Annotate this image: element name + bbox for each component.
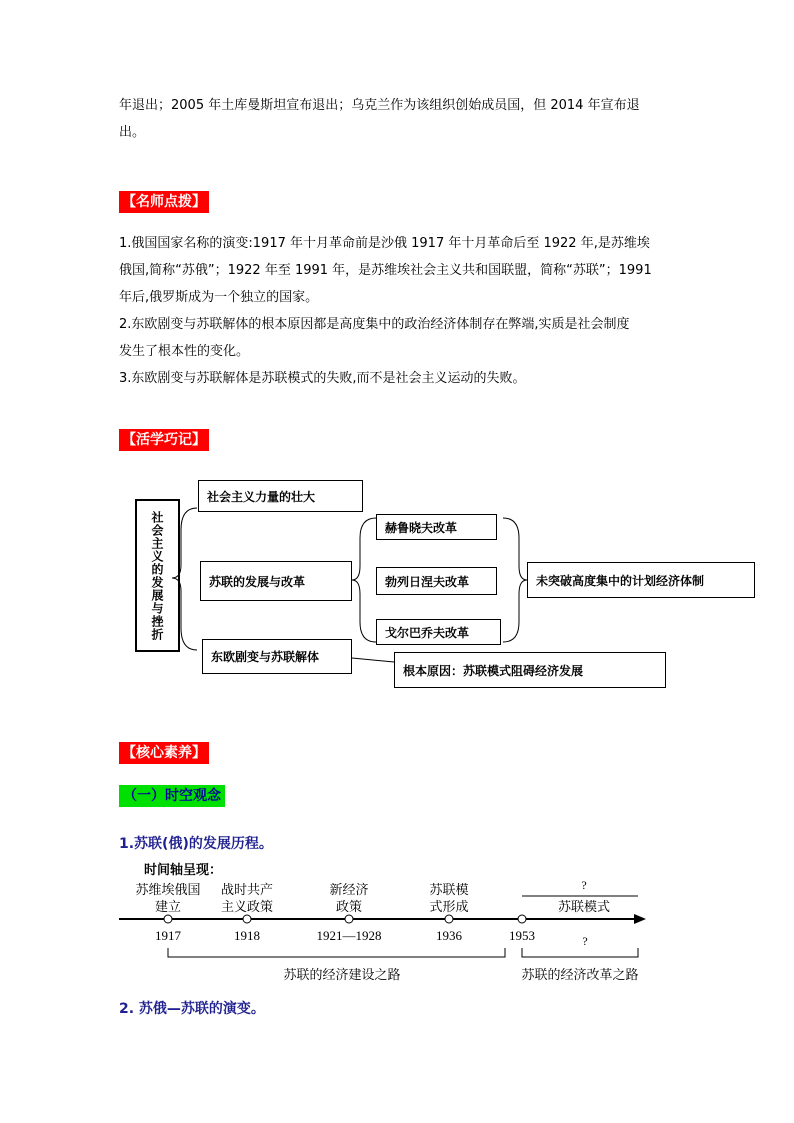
year-1917: 1917 [155, 928, 181, 943]
intro-line-2: 出。 [119, 125, 146, 140]
branch-soviet-reform: 苏联的发展与改革 [200, 561, 352, 601]
event-1936-line1: 苏联模 [429, 882, 469, 897]
range-bracket-left [168, 948, 505, 957]
timeline-dot-1921 [345, 915, 353, 923]
unknown-top: ? [581, 878, 587, 892]
cause-box: 根本原因：苏联模式阻碍经济发展 [394, 652, 666, 688]
subsection-tag-time-space: （一）时空观念 [119, 785, 225, 807]
tips-line-2: 俄国,简称“苏俄”；1922 年至 1991 年，是苏维埃社会主义共和国联盟，简称“苏联”；1991 [119, 263, 652, 278]
event-1917-line1: 苏维埃俄国 [135, 882, 201, 897]
section-tag-memory: 【活学巧记】 [119, 429, 209, 451]
tips-line-5: 发生了根本性的变化。 [119, 344, 250, 359]
year-1918: 1918 [234, 928, 260, 943]
section-tag-core-literacy: 【核心素养】 [119, 742, 209, 764]
unknown-bottom: ? [582, 934, 588, 948]
tips-line-3: 年后,俄罗斯成为一个独立的国家。 [119, 290, 319, 305]
tips-line-1: 1.俄国国家名称的演变:1917 年十月革命前是沙俄 1917 年十月革命后至 1922 年,是苏维埃 [119, 236, 650, 251]
reform-brezhnev: 勃列日涅夫改革 [376, 567, 497, 595]
section-tag-teacher-tips: 【名师点拨】 [119, 191, 209, 213]
branch-socialist-growth: 社会主义力量的壮大 [198, 480, 363, 512]
event-1936-line2: 式形成 [429, 899, 469, 914]
timeline-dot-1936 [445, 915, 453, 923]
intro-line-1: 年退出；2005 年土库曼斯坦宣布退出；乌克兰作为该组织创始成员国，但 2014 年宣布退 [119, 98, 640, 113]
heading-evolution: 2. 苏俄—苏联的演变。 [119, 1001, 265, 1017]
range-bracket-right [522, 948, 638, 957]
timeline-arrow [634, 914, 646, 924]
event-1918-line2: 主义政策 [220, 899, 274, 914]
reform-gorbachev: 戈尔巴乔夫改革 [376, 619, 501, 645]
reform-khrushchev: 赫鲁晓夫改革 [376, 514, 497, 540]
branch-collapse: 东欧剧变与苏联解体 [202, 639, 352, 674]
event-1921-line1: 新经济 [329, 882, 369, 897]
range-label-right: 苏联的经济改革之路 [521, 967, 639, 982]
event-1918-line1: 战时共产 [220, 882, 274, 897]
year-1921-1928: 1921—1928 [316, 928, 382, 943]
range-label-left: 苏联的经济建设之路 [283, 967, 401, 982]
root-box: 社会主义的发展与挫折 [135, 499, 180, 652]
tips-line-6: 3.东欧剧变与苏联解体是苏联模式的失败,而不是社会主义运动的失败。 [119, 371, 526, 386]
timeline-dot-1918 [243, 915, 251, 923]
heading-development-history: 1.苏联(俄)的发展历程。 [119, 836, 273, 852]
timeline-dot-1953 [518, 915, 526, 923]
event-1921-line2: 政策 [335, 899, 363, 914]
year-1953: 1953 [509, 928, 535, 943]
tips-line-4: 2.东欧剧变与苏联解体的根本原因都是高度集中的政治经济体制存在弊端,实质是社会制度 [119, 317, 630, 332]
timeline-title: 时间轴呈现： [144, 863, 223, 878]
conclusion-box: 未突破高度集中的计划经济体制 [527, 562, 755, 598]
timeline-dot-1917 [164, 915, 172, 923]
year-1936: 1936 [436, 928, 462, 943]
event-1917-line2: 建立 [154, 899, 182, 914]
model-label: 苏联模式 [557, 899, 611, 914]
